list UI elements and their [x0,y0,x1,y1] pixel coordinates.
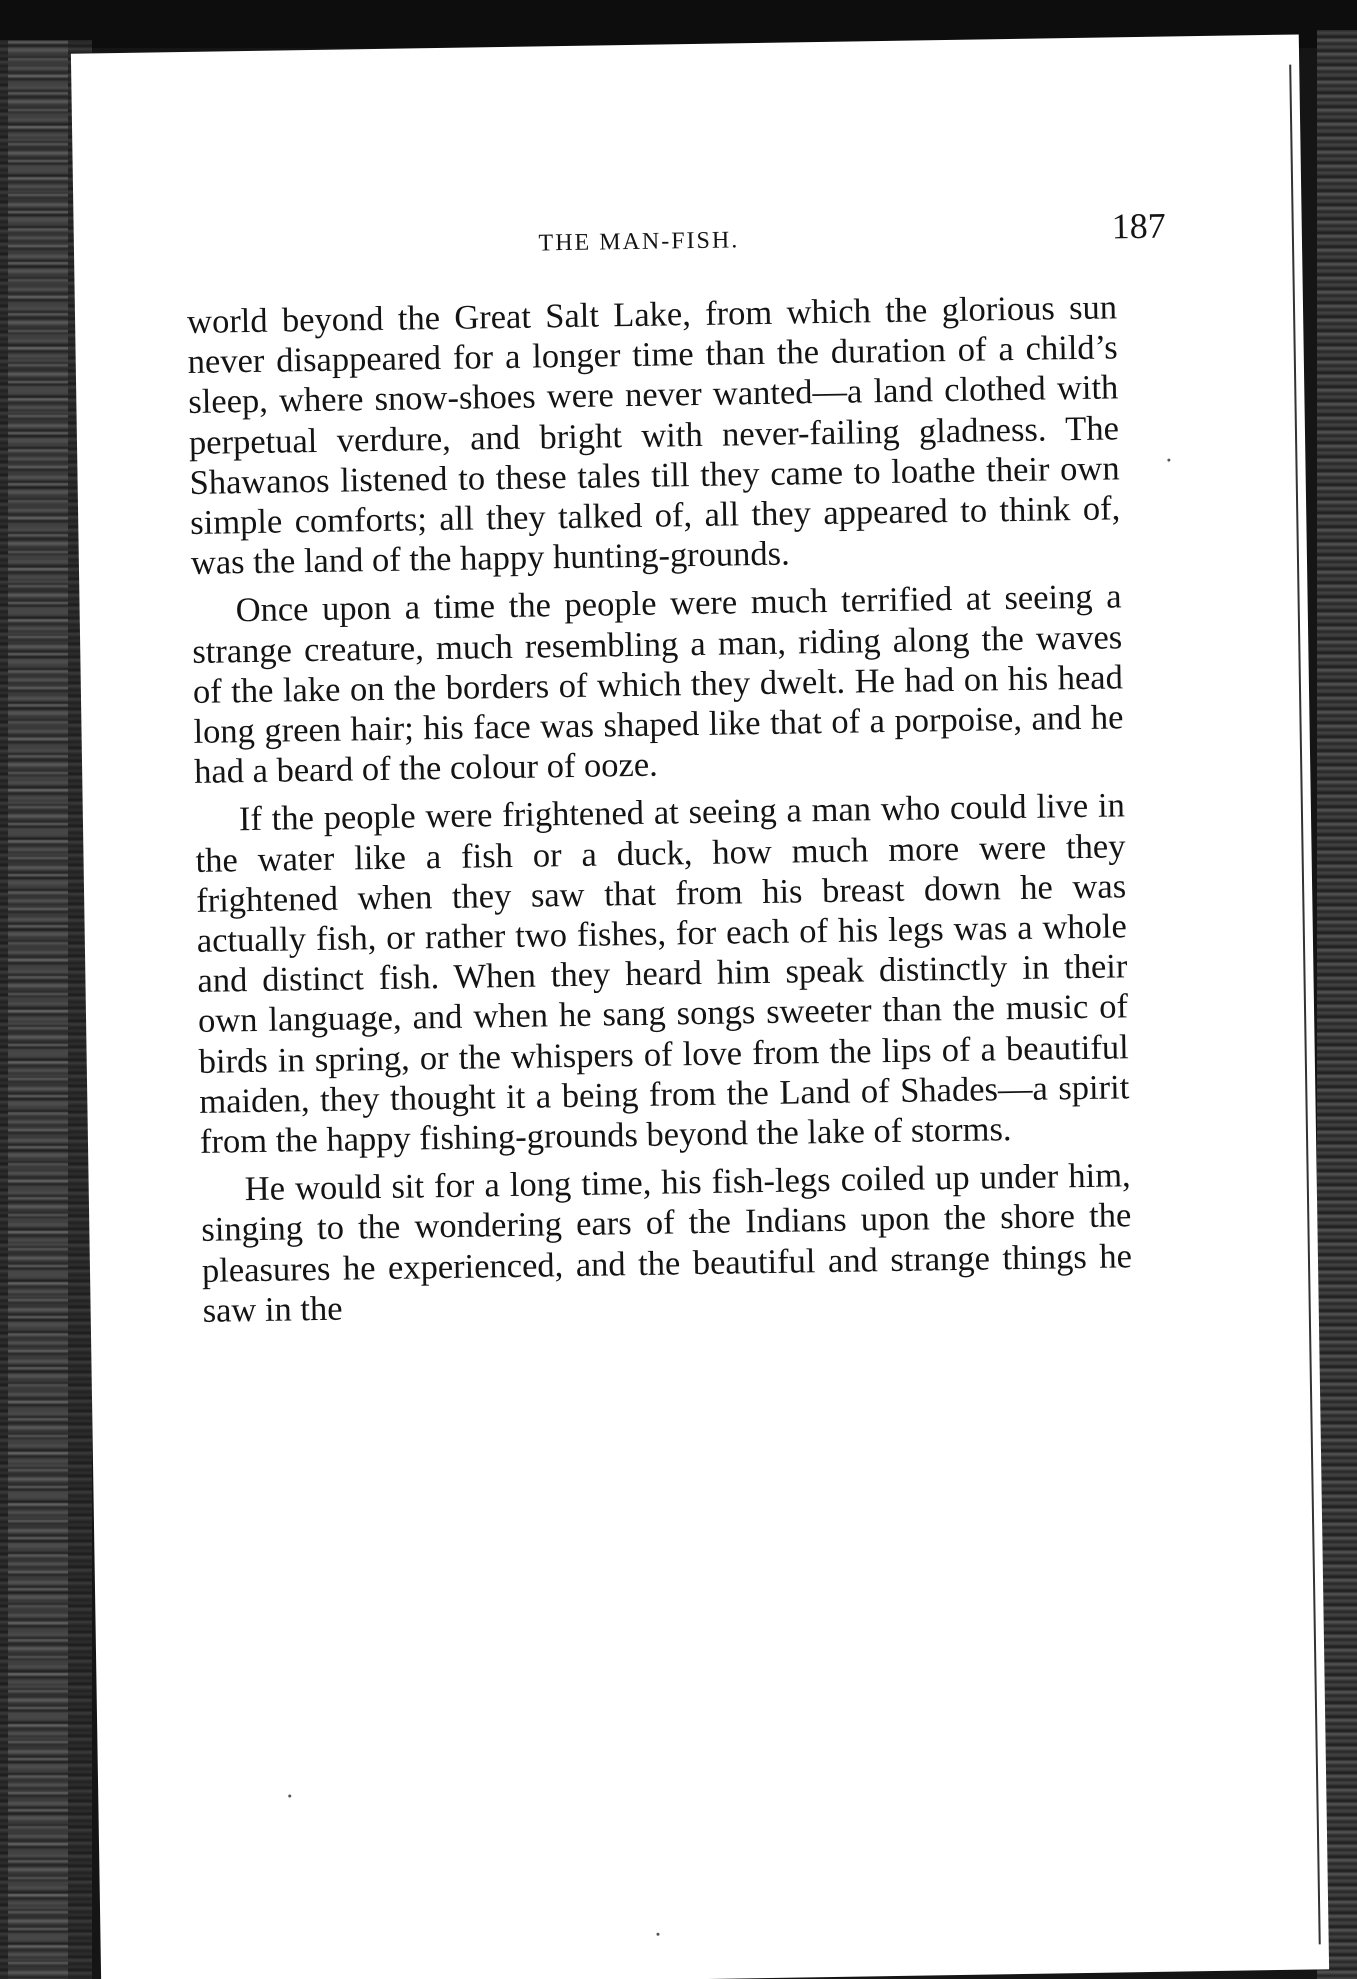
page-number: 187 [1111,205,1167,247]
page-content [71,34,1329,1979]
body-text [187,287,1133,1331]
dust-speck [656,1933,659,1936]
dust-speck [288,1795,291,1798]
paragraph-4: He would sit for a long time, his fish-legs coiled up under him, singing to the wondering ears of the Indians upon the shore the pleasures he experienced, and the beautiful and strange things he saw in the [201,1156,1133,1330]
page-edges-texture [8,40,68,1979]
paragraph-2: Once upon a time the people were much terrified at seeing a strange creature, much resembling a man, riding along the waves of the lake on the borders of which they dwelt. He had on his head long green hair; his face was shaped like that of a porpoise, and he had a beard of the colour of ooze. [191,577,1124,792]
dust-speck [1167,459,1170,462]
paragraph-1: world beyond the Great Salt Lake, from which the glorious sun never disappeared for a longer time than the duration of a child’s sleep, where snow-shoes were never wanted—a land clothed with perpetual verdure, and bright with never-failing gladness. The Shawanos listened to these tales till they came to loathe their own simple comforts; all they talked of, all they appeared to think of, was the land of the happy hunting-grounds. [186,288,1121,583]
paragraph-3: If the people were frightened at seeing a man who could live in the water like a fish or a duck, how much more were they frightened when they saw that from his breast down he was actually fish, or rather two fishes, for each of his legs was a whole and distinct fish. When they heard him speak distinctly in their own language, and when he sang songs sweeter than the music of birds in spring, or the whispers of love from the lips of a beautiful maiden, they thought it a being from the Land of Shades—a spirit from the happy fishing-grounds beyond the lake of storms. [195,786,1130,1161]
page-crease-line [1289,65,1321,1945]
running-title: THE MAN-FISH. [538,227,740,257]
running-header [164,204,1175,280]
book-page [71,34,1329,1979]
